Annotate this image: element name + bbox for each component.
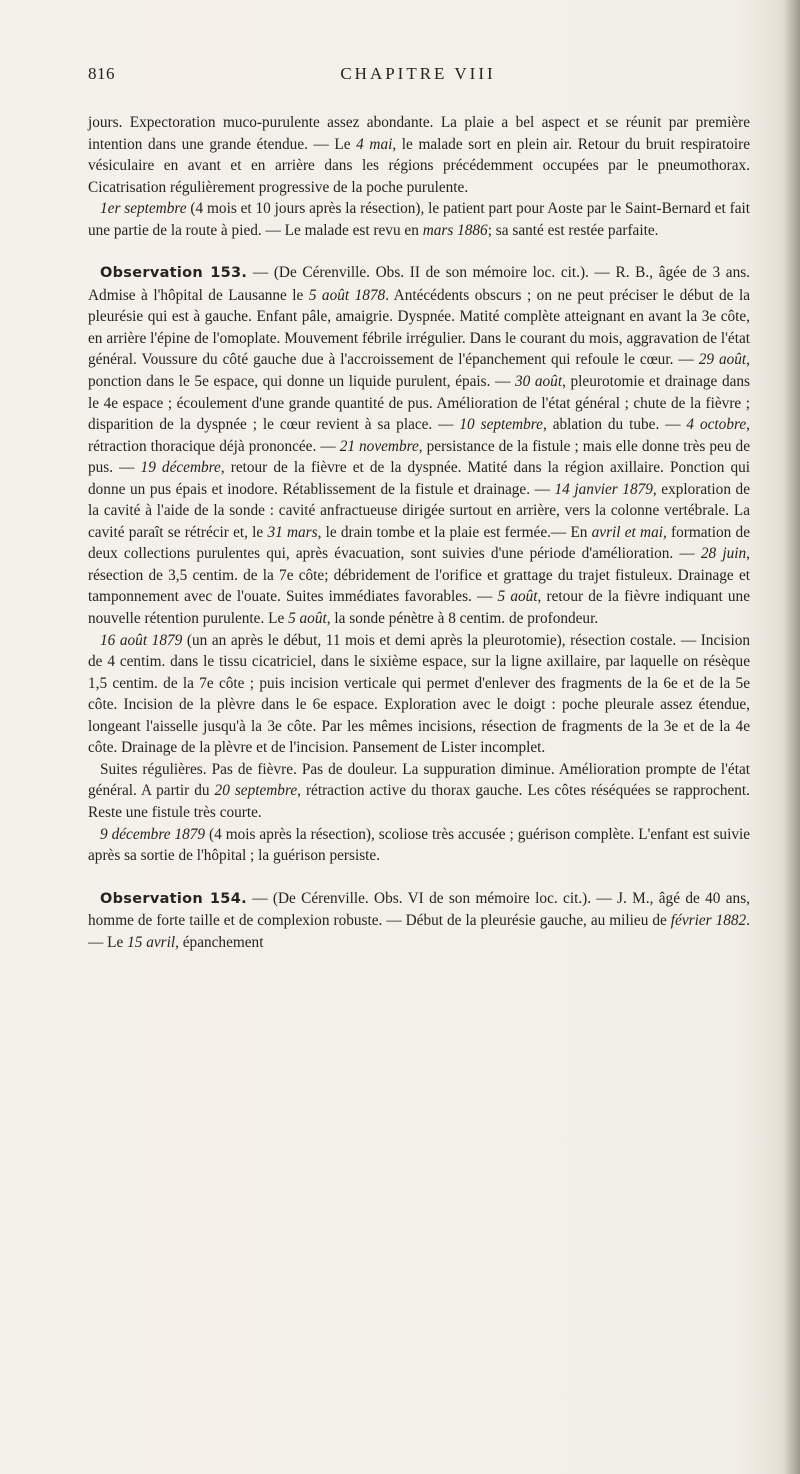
text-run: ; sa santé est restée parfaite. xyxy=(487,221,659,239)
date-italic: 21 novembre xyxy=(339,437,419,455)
text-run: , pleurotomie et drainage dans le 4e espace ; écoulement d'une grande quantité de pus. Amélioration de l'état général ; chute de la fièvre ; disparition de la dyspnée ; le cœur revient à sa place. — xyxy=(88,373,750,434)
page-body xyxy=(88,112,750,953)
text-run: , persistance de la fistule ; mais elle donne très peu de pus. — xyxy=(88,437,750,477)
text-run: , résection de 3,5 centim. de la 7e côte; débridement de l'orifice et grattage du trajet fistuleux. Drainage et tamponnement avec de l'ouate. Suites immédiates favorables. — xyxy=(88,545,750,606)
paragraph-resection xyxy=(88,630,750,759)
page-number: 816 xyxy=(88,64,115,83)
text-run: (4 mois après la résection), scoliose très accusée ; guérison complète. L'enfant est suivie après sa sortie de l'hôpital ; la guérison persiste. xyxy=(88,825,751,865)
chapter-title: CHAPITRE VIII xyxy=(340,64,496,83)
date-italic: 29 août xyxy=(698,351,747,369)
text-run: jours. Expectoration muco-purulente assez abondante. La plaie a bel aspect et se réunit par première intention dans une grande étendue. — Le xyxy=(88,114,750,153)
date-italic: 28 juin xyxy=(700,545,747,563)
observation-title: Observation 153. xyxy=(100,265,248,282)
date-italic: 14 janvier 1879 xyxy=(554,480,653,498)
date-italic: 19 décembre xyxy=(140,459,221,477)
page-edge-shadow xyxy=(784,0,800,1474)
paragraph-december xyxy=(88,824,750,867)
text-run: , le drain tombe et la plaie est fermée.— En xyxy=(317,523,592,541)
text-run: , rétraction active du thorax gauche. Les côtes réséquées se rapprochent. Reste une fistule très courte. xyxy=(88,782,751,821)
date-italic: 5 août xyxy=(288,610,327,628)
date-italic: 30 août xyxy=(514,373,563,391)
text-run: , ponction dans le 5e espace, qui donne un liquide purulent, épais. — xyxy=(88,351,750,391)
paragraph-continuation xyxy=(88,112,750,198)
observation-154 xyxy=(88,888,750,954)
text-run: , la sonde pénètre à 8 centim. de profondeur. xyxy=(326,610,599,628)
text-run: . Antécédents obscurs ; on ne peut préciser le début de la pleurésie qui est à gauche. Enfant pâle, amaigrie. Dyspnée. Matité complète atteignant en avant la 3e côte, en arrière l'épine de l'omoplate. Mouvement fébrile irrégulier. Dans le courant du mois, aggravation de l'état général. Voussure du côté gauche due à l'accroissement de l'épanchement qui refoule le cœur. — xyxy=(88,286,750,369)
text-run: , le malade sort en plein air. Retour du bruit respiratoire vésiculaire en avant et en arrière dans les régions précédemment occupées par le pneumothorax. Cicatrisation régulièrement progressive de la poche purulente. xyxy=(88,135,750,196)
date-italic: 31 mars xyxy=(267,523,318,541)
date-italic: 9 décembre 1879 xyxy=(100,825,206,843)
date-italic: février 1882 xyxy=(670,912,747,930)
text-run: , épanchement xyxy=(175,933,264,951)
paragraph-september xyxy=(88,198,750,241)
paragraph-suites xyxy=(88,759,750,824)
text-run: , exploration de la cavité à l'aide de la sonde : cavité anfractueuse dirigée surtout en arrière, vers la colonne vertébrale. La cavité paraît se rétrécir et, le xyxy=(88,480,750,541)
text-run: , formation de deux collections purulentes qui, après évacuation, sont suivies d'une période d'amélioration. — xyxy=(88,523,750,563)
text-run: — (De Cérenville. Obs. VI de son mémoire loc. cit.). — J. M., âgé de 40 ans, homme de forte taille et de complexion robuste. — Début de la pleurésie gauche, au milieu de xyxy=(88,889,750,930)
date-italic: 20 septembre xyxy=(214,782,298,800)
text-run: , retour de la fièvre et de la dyspnée. Matité dans la région axillaire. Ponction qui donne un pus épais et inodore. Rétablissement de la fistule et drainage. — xyxy=(88,459,750,498)
date-italic: avril et mai xyxy=(591,523,663,541)
date-italic: 4 octobre xyxy=(686,416,747,434)
text-run: (4 mois et 10 jours après la résection), le patient part pour Aoste par le Saint-Bernard et fait une partie de la route à pied. — Le malade est revu en xyxy=(88,200,751,239)
text-run: , ablation du tube. — xyxy=(542,416,687,434)
text-run: . — Le xyxy=(88,912,750,951)
text-run: , rétraction thoracique déjà prononcée. — xyxy=(88,416,750,455)
text-run: — (De Cérenville. Obs. II de son mémoire loc. cit.). — R. B., âgée de 3 ans. Admise à l'hôpital de Lausanne le xyxy=(88,264,751,304)
text-run: Suites régulières. Pas de fièvre. Pas de douleur. La suppuration diminue. Amélioration prompte de l'état général. A partir du xyxy=(88,760,750,800)
running-header xyxy=(88,64,748,88)
date-italic: 16 août 1879 xyxy=(100,631,183,649)
text-run: , retour de la fièvre indiquant une nouvelle rétention purulente. Le xyxy=(88,588,750,628)
date-italic: mars 1886 xyxy=(422,221,488,239)
observation-title: Observation 154. xyxy=(100,890,247,907)
date-italic: 4 mai xyxy=(356,135,393,153)
date-italic: 10 septembre xyxy=(459,416,543,434)
date-italic: 5 août 1878 xyxy=(308,286,386,304)
date-italic: 1er septembre xyxy=(100,200,187,218)
text-run: (un an après le début, 11 mois et demi après la pleurotomie), résection costale. — Incision de 4 centim. dans le tissu cicatriciel, dans le sixième espace, sur la ligne axillaire, par laquelle on résèque 1,5 centim. de la 7e côte ; puis incision verticale qui permet d'enlever des fragments de la 6e et de la 5e côte. Incision de la plèvre dans le 6e espace. Exploration avec le doigt : poche pleurale assez étendue, longeant l'aisselle jusqu'à la 3e côte. Par les mêmes incisions, résection de fragments de la 3e et de la 4e côte. Drainage de la plèvre et de l'incision. Pansement de Lister incomplet. xyxy=(88,631,750,757)
date-italic: 5 août xyxy=(497,588,538,606)
observation-153 xyxy=(88,262,750,629)
date-italic: 15 avril xyxy=(127,933,176,951)
